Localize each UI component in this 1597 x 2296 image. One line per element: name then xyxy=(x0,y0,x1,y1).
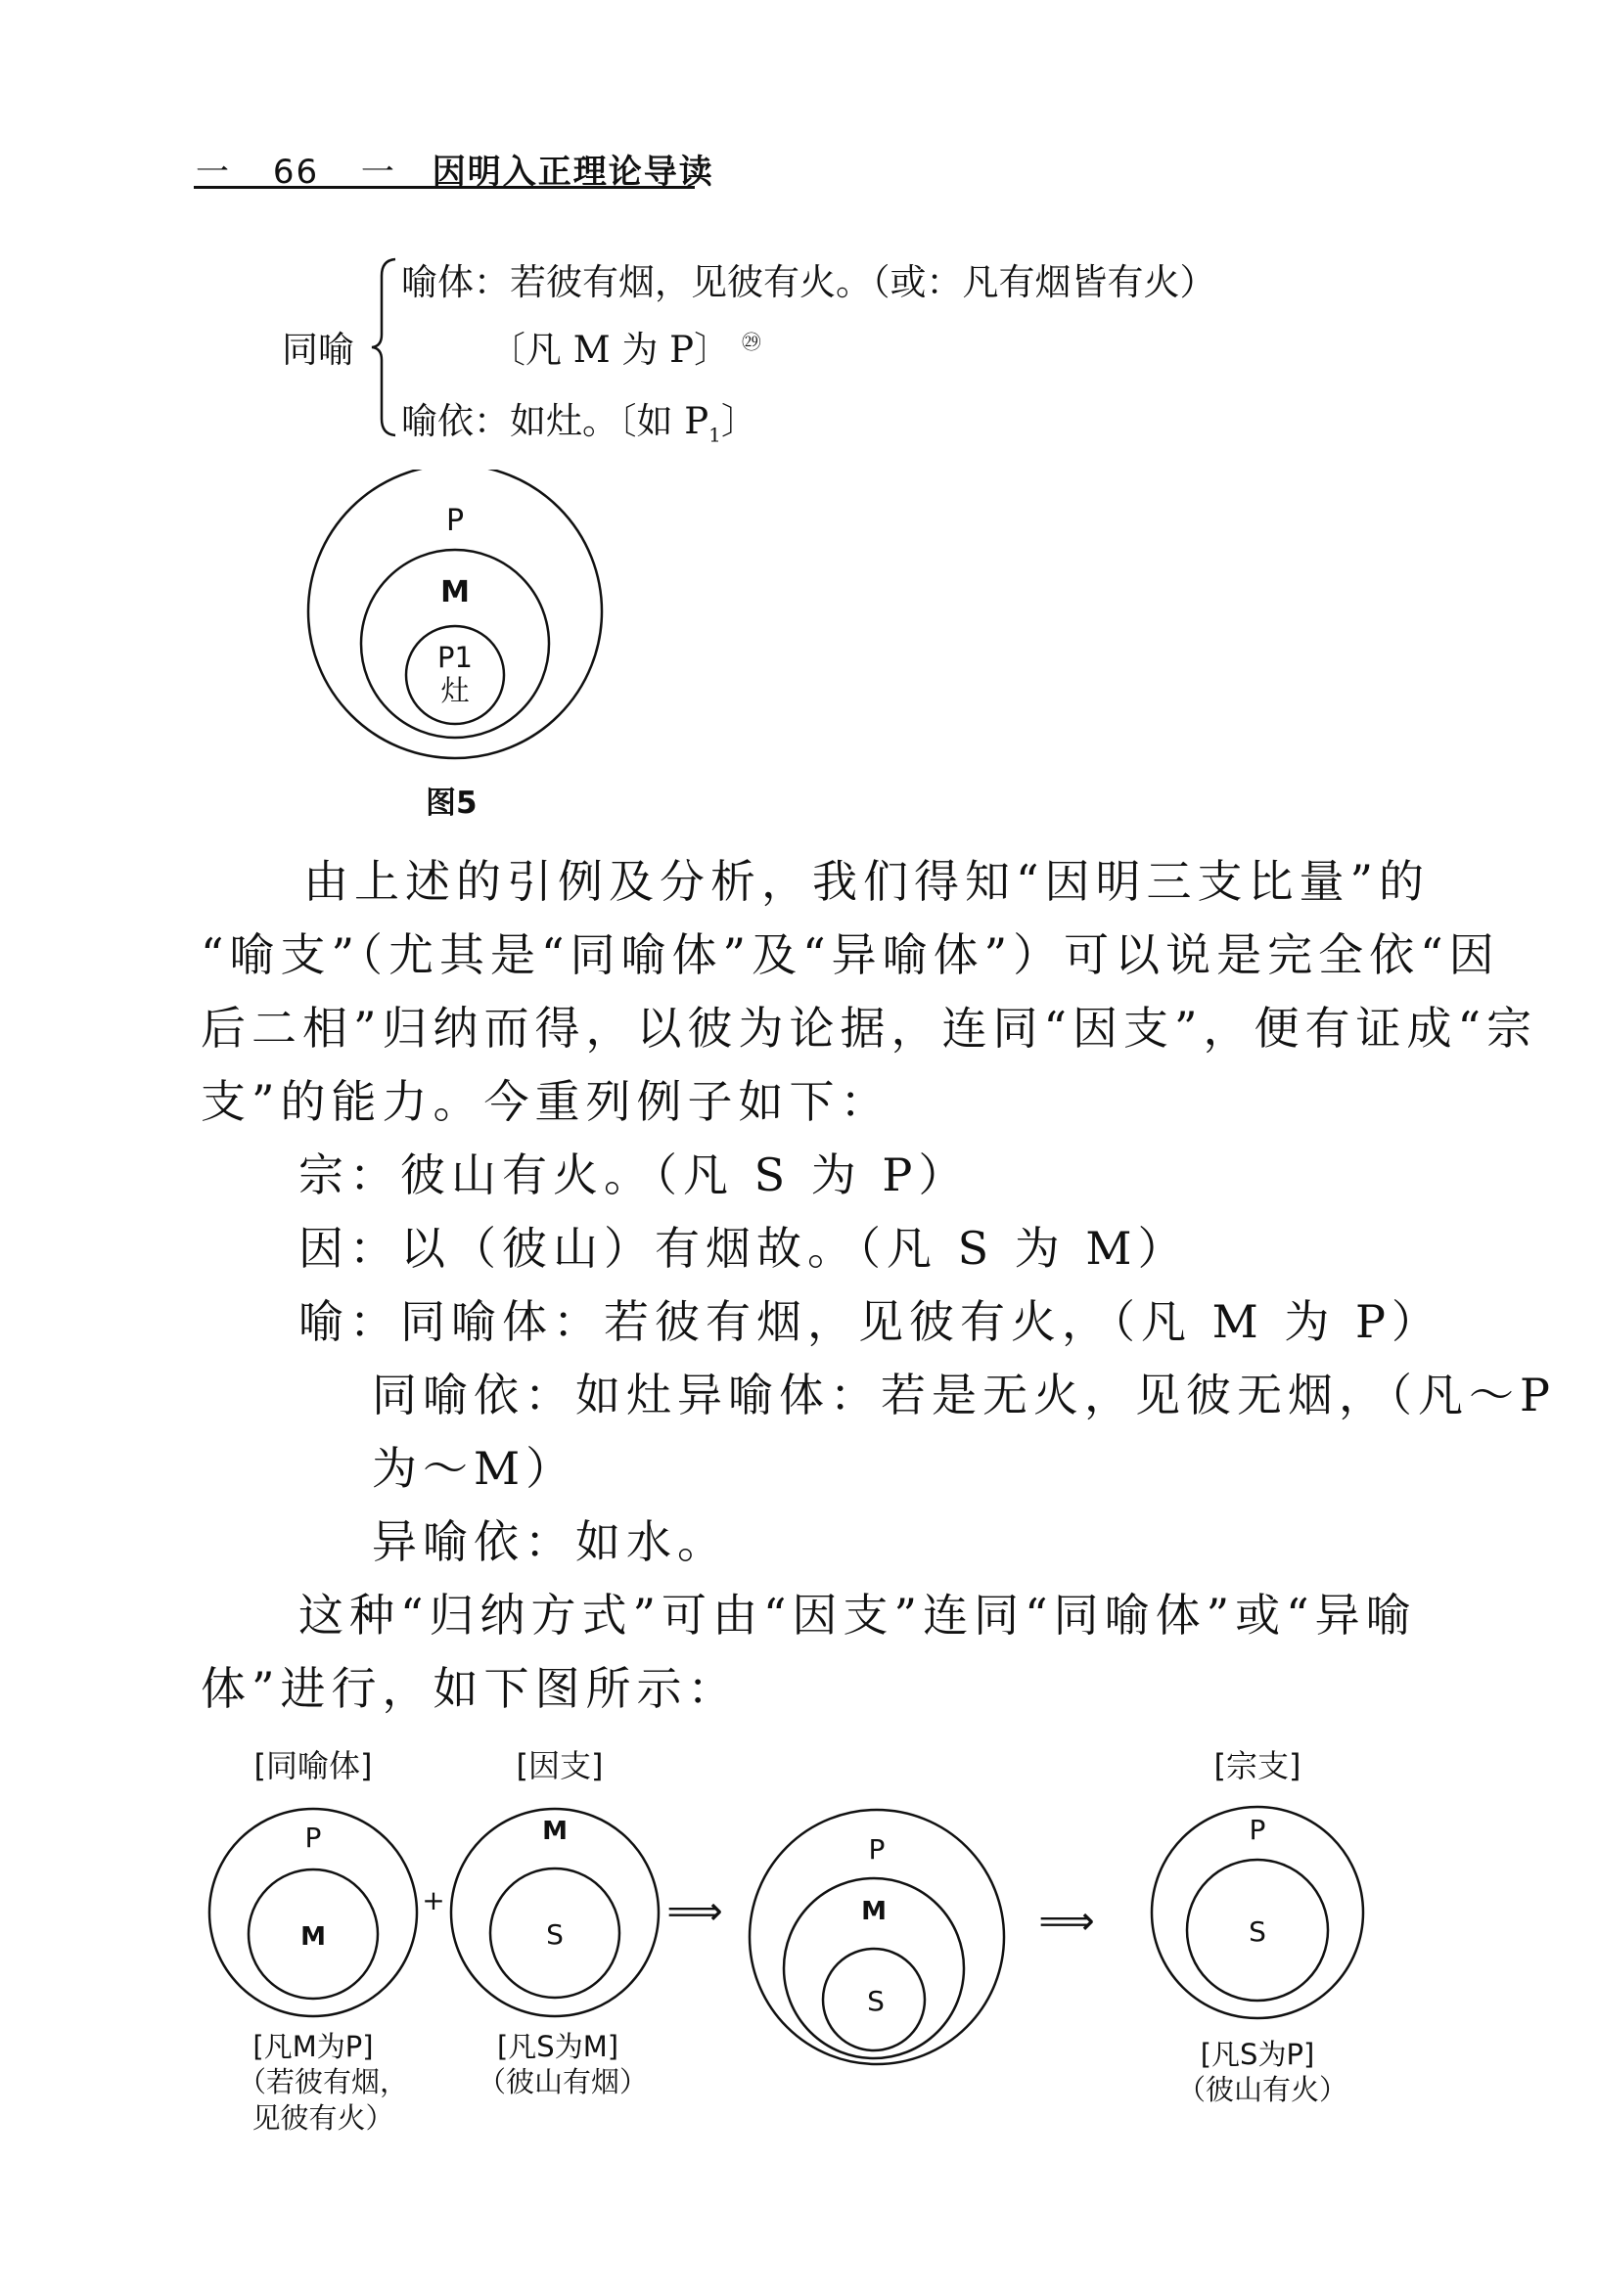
induction-diagram xyxy=(196,1741,1409,2152)
d4-label-p: P xyxy=(1249,1814,1266,1846)
syllogism-line-1: 喻体：若彼有烟，见彼有火。（或：凡有烟皆有火） xyxy=(401,261,1216,303)
page-number: 66 xyxy=(272,153,320,192)
d3-label-m: M xyxy=(861,1897,887,1926)
paragraph-line: “喻支”（尤其是“同喻体”及“异喻体”）可以说是完全依“因 xyxy=(201,928,1500,981)
d1-caption-3: 见彼有火） xyxy=(251,2101,394,2135)
d3-label-s: S xyxy=(867,1985,885,2017)
paragraph-line: 由上述的引例及分析，我们得知“因明三支比量”的 xyxy=(303,855,1431,908)
book-title: 因明入正理论导读 xyxy=(432,153,714,192)
label-p: P xyxy=(445,504,465,538)
example-tongyuyi: 同喻依：如灶异喻体：若是无火，见彼无烟，（凡～P xyxy=(372,1369,1556,1421)
footnote-marker[interactable]: ㉙ xyxy=(741,330,761,354)
d2-label-m: M xyxy=(542,1817,568,1846)
label-p1: P1 xyxy=(437,641,473,674)
d1-caption-1: [凡M为P] xyxy=(252,2030,374,2063)
title-tongyuti: [同喻体] xyxy=(253,1747,373,1784)
example-zong: 宗：彼山有火。（凡 S 为 P） xyxy=(298,1148,970,1201)
brace xyxy=(370,256,399,438)
header-dash: 一 xyxy=(360,153,396,192)
d1-caption-2: （若彼有烟， xyxy=(237,2065,409,2098)
example-yu: 喻：同喻体：若彼有烟，见彼有火，（凡 M 为 P） xyxy=(298,1295,1442,1348)
syllogism-line-2 xyxy=(489,320,761,373)
syllogism-line-3 xyxy=(401,391,757,446)
header-rule xyxy=(194,186,695,189)
paragraph-line: 这种“归纳方式”可由“因支”连同“同喻体”或“异喻 xyxy=(298,1589,1417,1642)
formula-text: 〔凡 M 为 P〕 xyxy=(489,329,731,371)
d1-label-m: M xyxy=(300,1922,326,1952)
header-dash: 一 xyxy=(196,153,231,192)
d2-caption-2: （彼山有烟） xyxy=(477,2065,649,2098)
bracket-close: 〕 xyxy=(720,400,757,442)
example-yin: 因：以（彼山）有烟故。（凡 S 为 M） xyxy=(298,1222,1189,1275)
d4-caption-2: （彼山有火） xyxy=(1176,2073,1348,2106)
subscript: 1 xyxy=(708,423,721,447)
paragraph-line: 后二相”归纳而得，以彼为论据，连同“因支”，便有证成“宗 xyxy=(201,1002,1538,1055)
figure-caption: 图5 xyxy=(426,786,478,821)
d4-caption-1: [凡S为P] xyxy=(1200,2038,1315,2071)
title-zongzhi: [宗支] xyxy=(1213,1747,1301,1784)
plus-sign: + xyxy=(422,1884,445,1916)
paragraph-line: 体”进行，如下图所示： xyxy=(201,1662,739,1715)
title-yinzhi: [因支] xyxy=(516,1747,604,1784)
d2-caption-1: [凡S为M] xyxy=(496,2030,619,2063)
label-zao: 灶 xyxy=(440,674,470,707)
arrow-icon: ⟹ xyxy=(1038,1899,1095,1944)
example-tongyuyi-cont: 为～M） xyxy=(372,1442,577,1495)
d2-label-s: S xyxy=(546,1918,564,1951)
group-label: 同喻 xyxy=(282,329,354,371)
d3-label-p: P xyxy=(868,1833,886,1866)
example-yiyuyi: 异喻依：如水。 xyxy=(372,1515,728,1568)
d4-label-s: S xyxy=(1249,1915,1266,1948)
syllogism-line-3-text: 喻依：如灶。〔如 P xyxy=(401,400,709,442)
figure-5 xyxy=(294,470,626,783)
d1-label-p: P xyxy=(304,1822,322,1854)
arrow-icon: ⟹ xyxy=(666,1889,723,1934)
paragraph-line: 支”的能力。今重列例子如下： xyxy=(201,1075,891,1128)
label-m: M xyxy=(440,575,470,609)
